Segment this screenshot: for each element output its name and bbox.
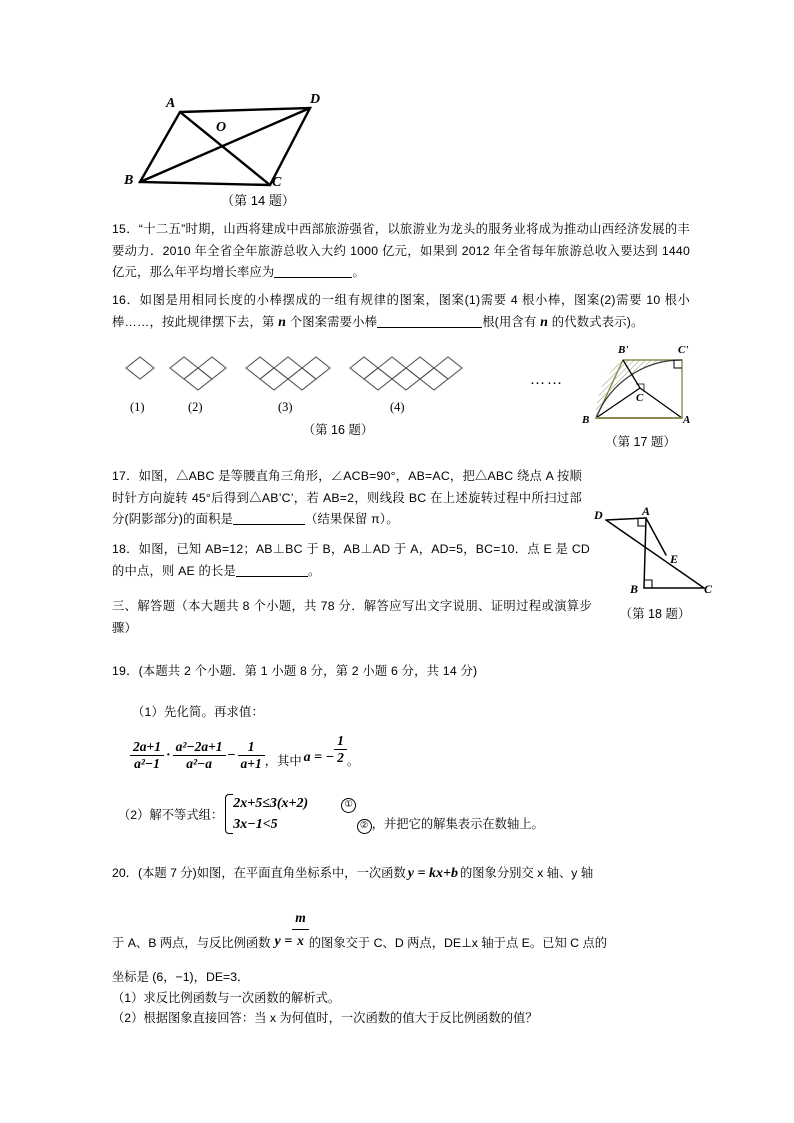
inequality-1-marker: ① (341, 798, 356, 813)
expression-where-label: ，其中 (264, 754, 302, 768)
figure-14-label-B: B (124, 173, 134, 188)
question-17-answer-blank[interactable] (233, 524, 305, 525)
question-16-text-part3: 根(用含有 (482, 314, 541, 329)
figure-14-label-O: O (216, 120, 227, 135)
fraction-1-numerator: 2a+1 (133, 738, 161, 754)
question-17 (112, 466, 582, 531)
question-20-line2-text-a: 于 A、B 两点，与反比例函数 (112, 936, 271, 950)
question-18 (112, 539, 590, 582)
question-16-text-part2: 个图案需要小棒 (286, 314, 378, 329)
fraction-1 (130, 739, 164, 772)
inequality-2-row (233, 817, 371, 832)
question-20-sub-2: （2）根据图象直接回答：当 x 为何值时，一次函数的值大于反比例函数的值？ (112, 1011, 538, 1025)
figure-16-number-4: (4) (390, 400, 405, 414)
figure-17-label-C: C (636, 392, 644, 404)
figure-17 (578, 344, 703, 453)
condition-fraction-numerator: 1 (337, 733, 344, 748)
inequality-2-marker: ② (357, 819, 372, 834)
figure-14 (120, 90, 420, 220)
fraction-3-numerator: 1 (247, 738, 255, 754)
figure-17-label-C-prime: C' (678, 344, 689, 356)
figure-18-label-B: B (630, 582, 639, 596)
inequality-2: 3x−1<5 (233, 817, 278, 832)
question-16-text-part4: 的代数式表示)。 (548, 314, 644, 329)
question-16-answer-blank[interactable] (377, 327, 482, 328)
question-17-text-part2: （结果保留 π）。 (305, 512, 399, 526)
question-20-line-2 (112, 907, 694, 954)
question-15-text: 15．“十二五”时期，山西将建成中西部旅游强省，以旅游业为龙头的服务业将成为推动山西经济发展的丰要动力．2010 年全省全年旅游总收入大约 1000 亿元，如果到 2012 年全省每年旅游总收入要达到 1440 亿元，那么年平均增长率应为 (112, 222, 690, 279)
question-19-part1-label: （1）先化简。再求值： (132, 705, 265, 719)
question-20-line-3: 坐标是 (6，−1)，DE=3． (112, 970, 250, 984)
inverse-function-numerator: m (295, 910, 306, 925)
question-15 (112, 219, 690, 284)
figure-14-label-A: A (166, 96, 176, 111)
fraction-2 (173, 739, 226, 772)
question-16-text-part1: 16．如图是用相同长度的小棒摆成的一组有规律的图案，图案(1)需要 4 根小棒，图案(2)需要 10 根小棒……，按此规律摆下去，第 (112, 293, 690, 329)
inequality-1-row (233, 796, 356, 811)
question-16 (112, 290, 690, 333)
question-20 (112, 862, 694, 1028)
figure-14-label-C: C (272, 175, 282, 190)
linear-function-formula: y = kx+b (407, 866, 458, 881)
inverse-function-fraction (292, 907, 309, 952)
inequality-system (223, 793, 371, 835)
figure-14-drawing (120, 90, 420, 195)
question-15-answer-blank[interactable] (274, 277, 352, 278)
multiplication-dot: · (165, 748, 171, 763)
figure-16-caption: （第 16 题） (302, 423, 374, 437)
inverse-function-lhs: y = (274, 934, 293, 949)
question-20-sub-1: （1）求反比例函数与一次函数的解析式。 (112, 991, 341, 1005)
question-18-text-part2: 。 (308, 563, 321, 578)
question-19-part2-label: （2）解不等式组： (118, 808, 224, 822)
condition-fraction-denominator: 2 (334, 749, 347, 766)
fraction-1-denominator: a²−1 (130, 755, 164, 772)
minus-operator: − (227, 748, 236, 763)
question-18-answer-blank[interactable] (236, 576, 308, 577)
figure-18-drawing (600, 508, 712, 604)
figure-18-label-C: C (704, 582, 713, 596)
figure-14-caption: （第 14 题） (221, 193, 295, 208)
figure-16-number-2: (2) (188, 400, 203, 414)
figure-16-number-3: (3) (278, 400, 293, 414)
question-17-text-part1: 17．如图，△ABC 是等腰直角三角形，∠ACB=90°，AB=AC，把△ABC 绕点 A 按顺时针方向旋转 45°后得到△AB’C’，若 AB=2，则线段 BC 在上述旋转过程中所扫过部分(阴影部分)的面积是 (112, 469, 582, 526)
figure-18-caption: （第 18 题） (619, 607, 691, 621)
section-heading: 三、解答题（本大题共 8 个小题，共 78 分．解答应写出文字说朋、证明过程或演算步骤） (112, 599, 592, 635)
figure-18-label-A: A (642, 504, 651, 518)
figure-17-caption: （第 17 题） (605, 435, 676, 449)
question-20-line-1 (112, 862, 694, 885)
figure-14-label-D: D (310, 92, 321, 107)
question-19-header: 19．(本题共 2 个小题．第 1 小题 8 分，第 2 小题 6 分，共 14 分) (112, 664, 478, 678)
inverse-function-denominator: x (292, 929, 309, 952)
figure-18-label-D: D (594, 508, 603, 522)
figure-18 (594, 504, 713, 628)
figure-16-drawing (118, 352, 538, 400)
question-20-line1-text-b: 的图象分别交 x 轴、y 轴 (459, 866, 594, 880)
figure-17-label-A: A (683, 414, 691, 426)
question-20-line2-text-b: 的图象交于 C、D 两点，DE⊥x 轴于点 E。已知 C 点的 (308, 936, 608, 950)
inequality-1: 2x+5≤3(x+2) (233, 796, 309, 811)
condition-lhs: a = − (303, 750, 335, 765)
fraction-3-denominator: a+1 (238, 755, 265, 772)
question-16-variable-n-2: n (540, 314, 549, 330)
figure-17-label-B: B (582, 414, 590, 426)
question-19-part2-tail: ，并把它的解集表示在数轴上。 (371, 816, 544, 831)
fraction-2-denominator: a²−a (173, 755, 226, 772)
condition-period: 。 (346, 754, 360, 768)
figure-18-label-E: E (670, 552, 679, 566)
figure-16-number-1: (1) (130, 400, 145, 414)
figure-16-ellipsis: …… (530, 372, 564, 388)
figure-16 (118, 352, 568, 452)
fraction-3 (238, 739, 265, 772)
fraction-2-numerator: a²−2a+1 (175, 738, 223, 754)
question-19-expression (130, 733, 690, 779)
question-20-line1-text-a: 20．(本题 7 分)如图，在平面直角坐标系中，一次函数 (112, 866, 406, 880)
question-15-tail: 。 (352, 265, 365, 279)
question-18-text-part1: 18．如图，已知 AB=12；AB⊥BC 于 B，AB⊥AD 于 A，AD=5，BC=10．点 E 是 CD 的中点，则 AE 的长是 (112, 542, 590, 578)
question-19-part2 (118, 793, 678, 845)
condition-fraction (334, 733, 347, 766)
figure-17-label-B-prime: B' (618, 344, 629, 356)
question-16-variable-n-1: n (278, 314, 287, 330)
